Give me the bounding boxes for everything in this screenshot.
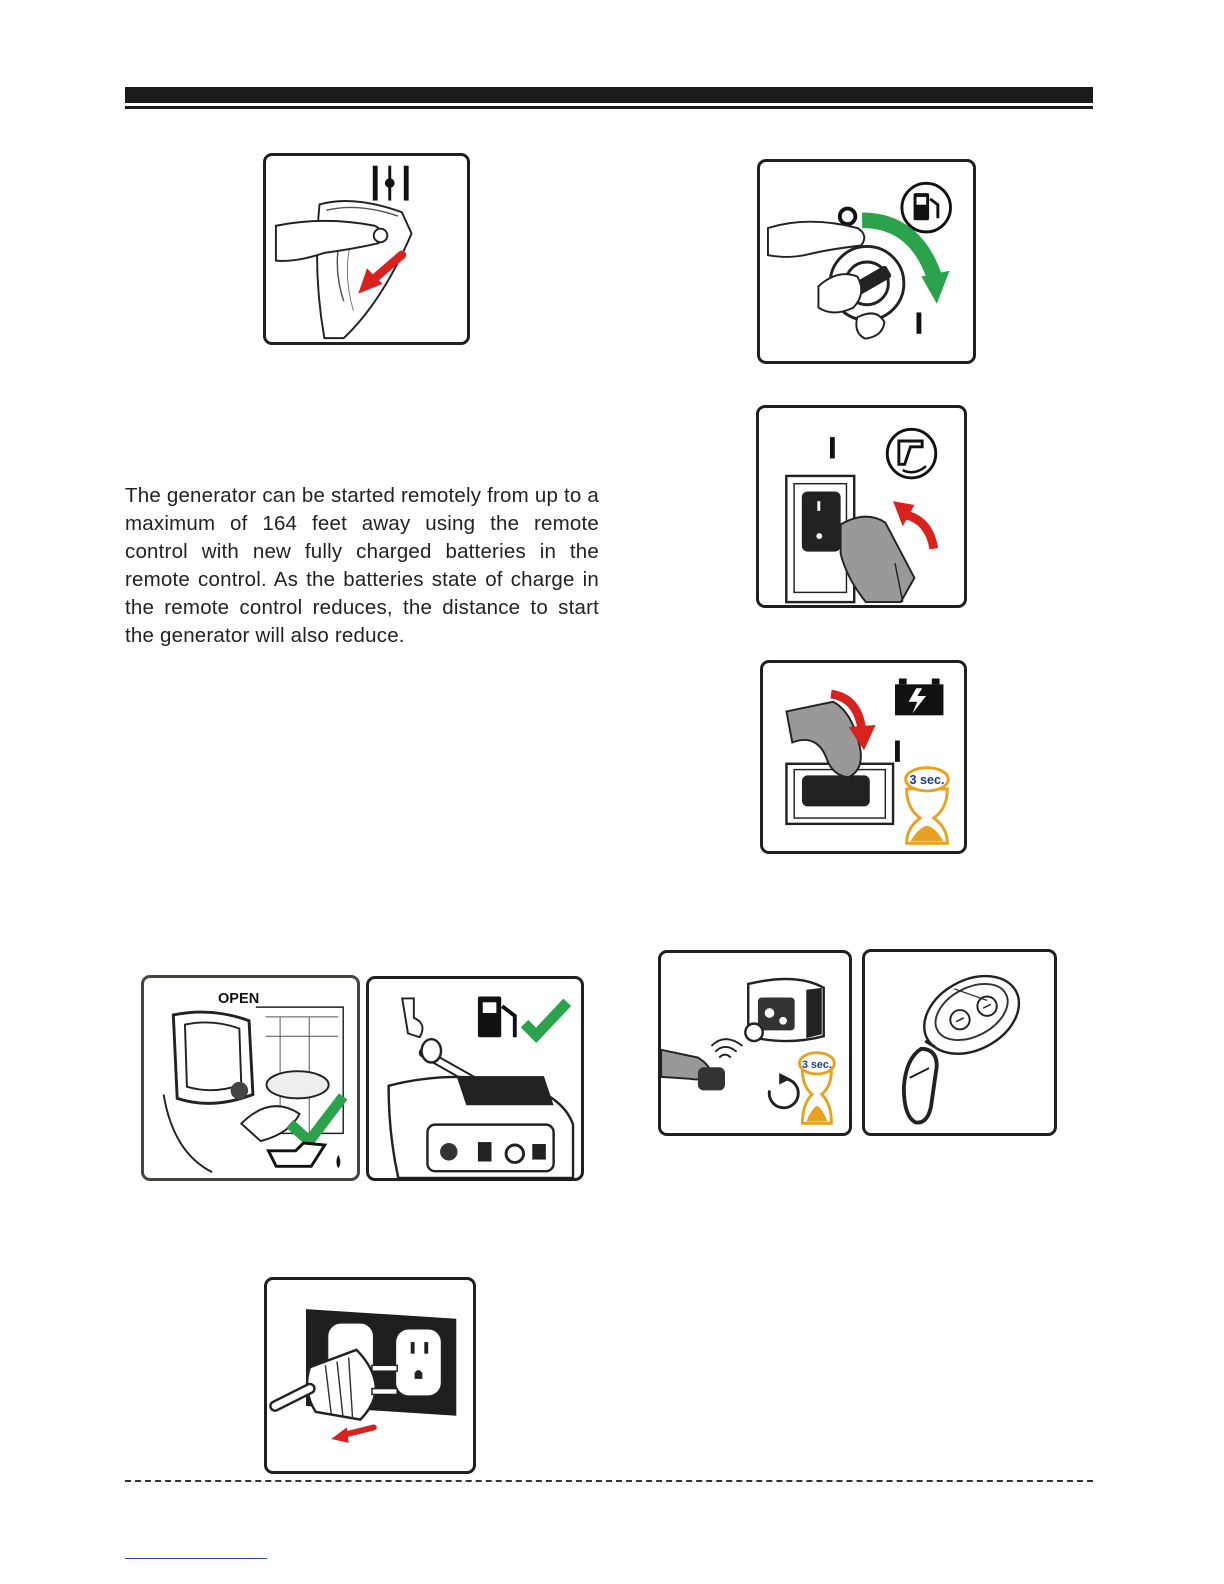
footer-link-underline [125,1558,267,1559]
remote-keyfob-illustration [865,952,1054,1133]
oil-can-icon [268,1143,340,1168]
oil-check-illustration [144,978,357,1178]
remote-start-description: The generator can be started remotely from up to a maximum of 164 feet away using the remote control with new fully charged batteries in the remote control. As the batteries state of charge in the remote control reduces, the distance to start the generator will also reduce. [125,484,599,647]
keyfob-icon [911,961,1033,1070]
timer-label: 3 sec. [802,1059,832,1072]
choke-knob-illustration [266,156,467,342]
fuel-check-panel [366,976,584,1181]
battery-switch-illustration [763,663,964,851]
remote-press-illustration [661,953,849,1133]
flip-up-arrow-icon [893,501,934,549]
start-switch-panel [756,405,967,608]
oil-check-panel [141,975,360,1181]
choke-knob-panel [263,153,470,345]
choke-symbol-icon [373,166,409,201]
header-bar [125,87,1093,103]
start-switch-illustration [759,408,964,605]
off-symbol-icon [840,209,856,225]
open-label: OPEN [217,991,260,1008]
fuel-switch-illustration [760,162,973,361]
checkmark-icon [525,1002,568,1035]
remote-press-panel [658,950,852,1136]
carabiner-icon [904,1041,937,1122]
generator-icon [745,979,823,1041]
on-symbol-icon [916,312,921,333]
unplug-panel [264,1277,476,1474]
on-symbol-icon [895,741,900,762]
timer-label: 3 sec. [909,773,945,788]
battery-icon [895,679,943,716]
on-symbol-icon [830,437,835,458]
signal-waves-icon [711,1039,742,1057]
footer-dashed-rule [125,1480,1093,1482]
engine-start-icon [887,429,936,478]
fuel-pump-icon [902,183,951,232]
fuel-switch-panel [757,159,976,364]
remote-keyfob-panel [862,949,1057,1136]
remote-button-icon [698,1067,725,1090]
fuel-pump-icon [478,996,515,1037]
restart-icon [769,1073,798,1108]
unplug-illustration [267,1280,473,1471]
fuel-check-illustration [369,979,581,1178]
battery-switch-panel [760,660,967,854]
pull-left-arrow-icon [331,1427,374,1443]
header-rule [125,106,1093,109]
